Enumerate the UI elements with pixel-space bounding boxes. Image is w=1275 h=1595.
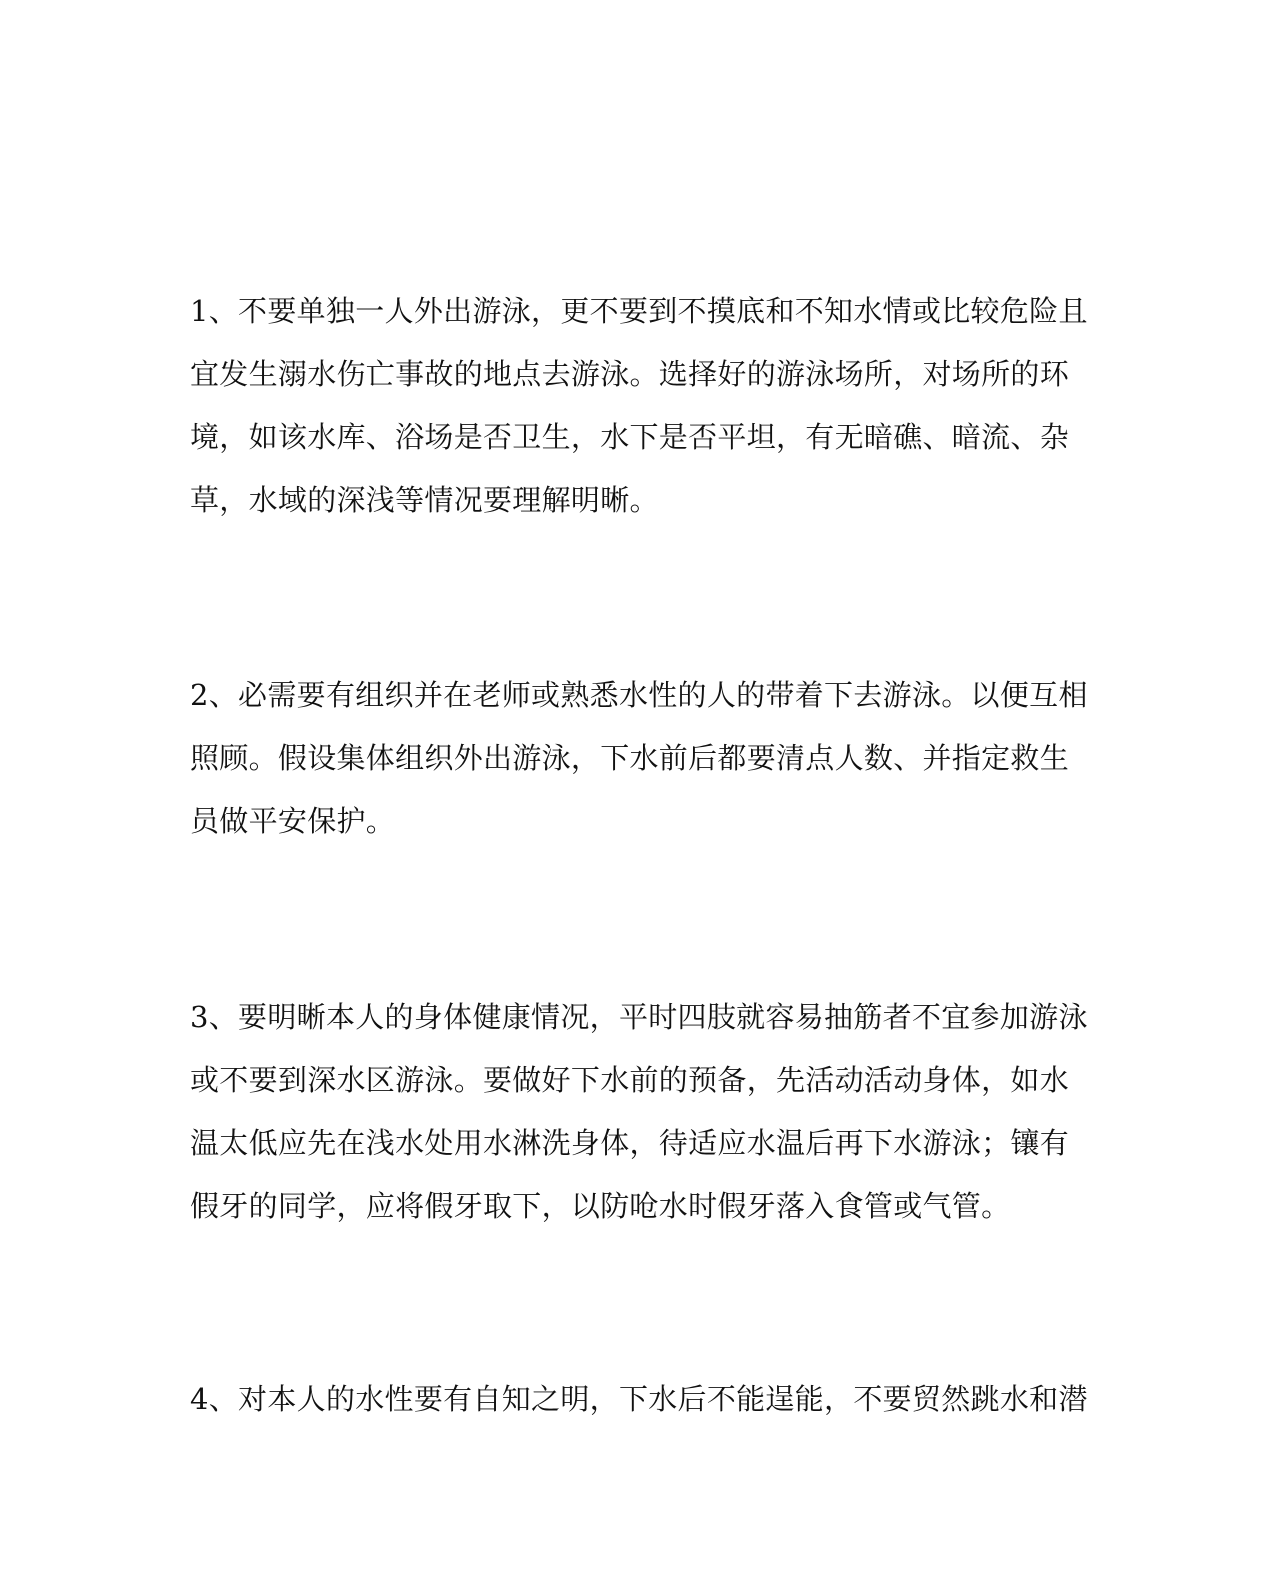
- text-line: 照顾。假设集体组织外出游泳，下水前后都要清点人数、并指定救生: [190, 741, 1070, 775]
- text-line: 2、必需要有组织并在老师或熟悉水性的人的带着下去游泳。以便互相: [190, 678, 1088, 712]
- text-line: 3、要明晰本人的身体健康情况，平时四肢就容易抽筋者不宜参加游泳: [190, 1000, 1088, 1034]
- text-line: 温太低应先在浅水处用水淋洗身体，待适应水温后再下水游泳；镶有: [190, 1126, 1070, 1160]
- text-line: 4、对本人的水性要有自知之明，下水后不能逞能，不要贸然跳水和潜: [190, 1382, 1088, 1416]
- text-line: 或不要到深水区游泳。要做好下水前的预备，先活动活动身体，如水: [190, 1063, 1070, 1097]
- text-line: 员做平安保护。: [190, 804, 396, 838]
- paragraph-4: [190, 1368, 1088, 1431]
- paragraph-2: [190, 664, 1088, 853]
- text-line: 境，如该水库、浴场是否卫生，水下是否平坦，有无暗礁、暗流、杂: [190, 420, 1070, 454]
- paragraph-3: [190, 986, 1088, 1238]
- paragraph-1: [190, 280, 1088, 532]
- text-line: 草，水域的深浅等情况要理解明晰。: [190, 483, 659, 517]
- text-line: 宜发生溺水伤亡事故的地点去游泳。选择好的游泳场所，对场所的环: [190, 357, 1070, 391]
- text-line: 1、不要单独一人外出游泳，更不要到不摸底和不知水情或比较危险且: [190, 294, 1088, 328]
- text-line: 假牙的同学，应将假牙取下，以防呛水时假牙落入食管或气管。: [190, 1189, 1011, 1223]
